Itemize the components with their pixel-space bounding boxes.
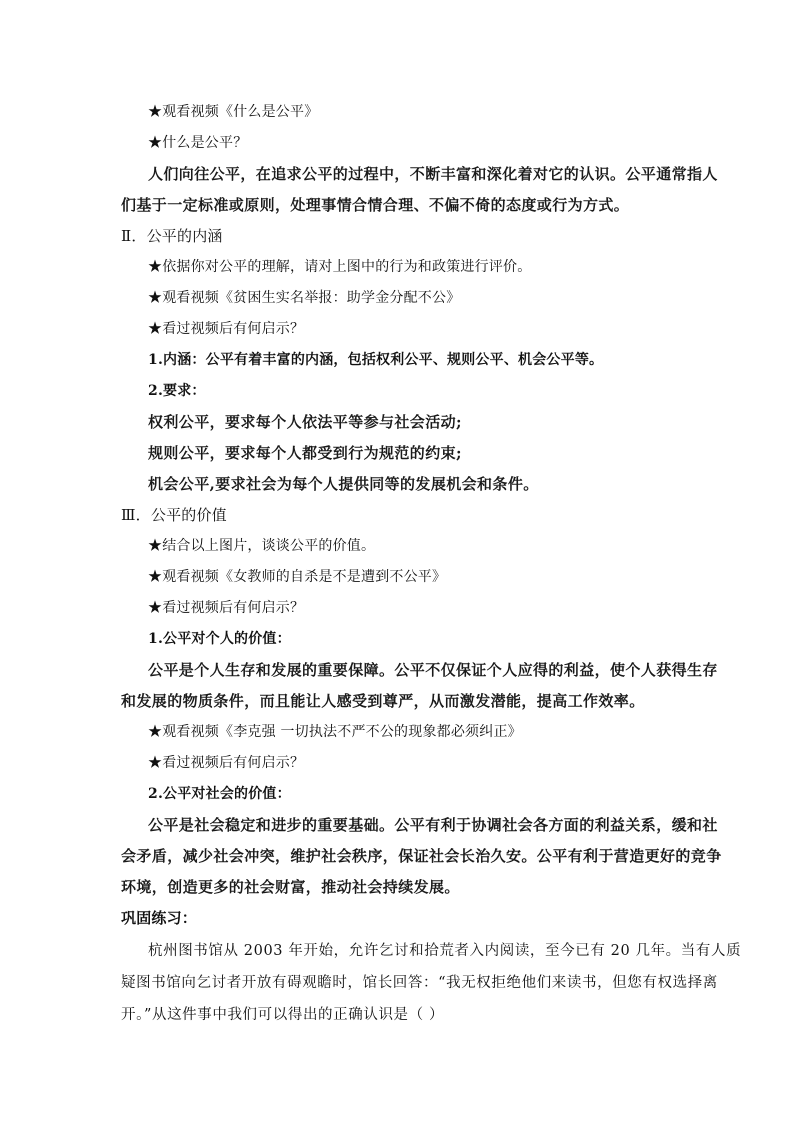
question-inspiration-3: ★看过视频后有何启示？: [148, 755, 305, 771]
individual-value-line-2: 和发展的物质条件，而且能让人感受到尊严，从而激发潜能，提高工作效率。: [121, 692, 645, 710]
rights-fairness-line: 权利公平，要求每个人依法平等参与社会活动;: [148, 413, 462, 431]
section-heading-value: Ⅲ．公平的价值: [121, 506, 227, 524]
rules-fairness-line: 规则公平，要求每个人都受到行为规范的约束;: [148, 444, 462, 462]
video-prompt-teacher: ★观看视频《女教师的自杀是不是遭到不公平》: [148, 569, 447, 585]
question-inspiration-1: ★看过视频后有何启示？: [148, 321, 305, 337]
value-to-individual-label: 1.公平对个人的价值：: [148, 631, 291, 647]
society-value-line-2: 会矛盾，减少社会冲突，维护社会秩序，保证社会长治久安。公平有利于营造更好的竞争: [121, 847, 722, 865]
opportunity-fairness-line: 机会公平,要求社会为每个人提供同等的发展机会和条件。: [148, 475, 539, 493]
society-value-line-1: 公平是社会稳定和进步的重要基础。公平有利于协调社会各方面的利益关系，缓和社: [148, 816, 718, 834]
definition-paragraph-line-1: 人们向往公平，在追求公平的过程中，不断丰富和深化着对它的认识。公平通常指人: [148, 165, 718, 183]
connotation-point: 1.内涵：公平有着丰富的内涵，包括权利公平、规则公平、机会公平等。: [148, 352, 604, 368]
definition-paragraph-line-2: 们基于一定标准或原则，处理事情合情合理、不偏不倚的态度或行为方式。: [121, 196, 630, 214]
practice-heading: 巩固练习：: [121, 909, 198, 927]
requirements-label: 2.要求：: [148, 383, 206, 399]
prompt-evaluate-policies: ★依据你对公平的理解，请对上图中的行为和政策进行评价。: [148, 259, 532, 275]
question-what-is-fairness: ★什么是公平？: [148, 135, 248, 151]
video-prompt-li-keqiang: ★观看视频《李克强 一切执法不严不公的现象都必须纠正》: [148, 724, 522, 740]
prompt-discuss-pictures: ★结合以上图片，谈谈公平的价值。: [148, 538, 376, 554]
video-prompt-what-is-fairness: ★观看视频《什么是公平》: [148, 104, 319, 120]
society-value-line-3: 环境，创造更多的社会财富，推动社会持续发展。: [121, 878, 460, 896]
section-heading-connotation: Ⅱ．公平的内涵: [121, 227, 223, 245]
individual-value-line-1: 公平是个人生存和发展的重要保障。公平不仅保证个人应得的利益，使个人获得生存: [148, 661, 718, 679]
video-prompt-poor-student: ★观看视频《贫困生实名举报：助学金分配不公》: [148, 290, 461, 306]
question-inspiration-2: ★看过视频后有何启示？: [148, 600, 305, 616]
value-to-society-label: 2.公平对社会的价值：: [148, 786, 291, 802]
practice-question-line-2: 疑图书馆向乞讨者开放有碍观瞻时，馆长回答：“我无权拒绝他们来读书，但您有权选择离: [121, 975, 718, 991]
practice-question-line-3: 开。”从这件事中我们可以得出的正确认识是（ ）: [121, 1007, 445, 1023]
practice-question-line-1: 杭州图书馆从 2003 年开始，允许乞讨和拾荒者入内阅读，至今已有 20 几年。当有人质: [148, 943, 742, 959]
